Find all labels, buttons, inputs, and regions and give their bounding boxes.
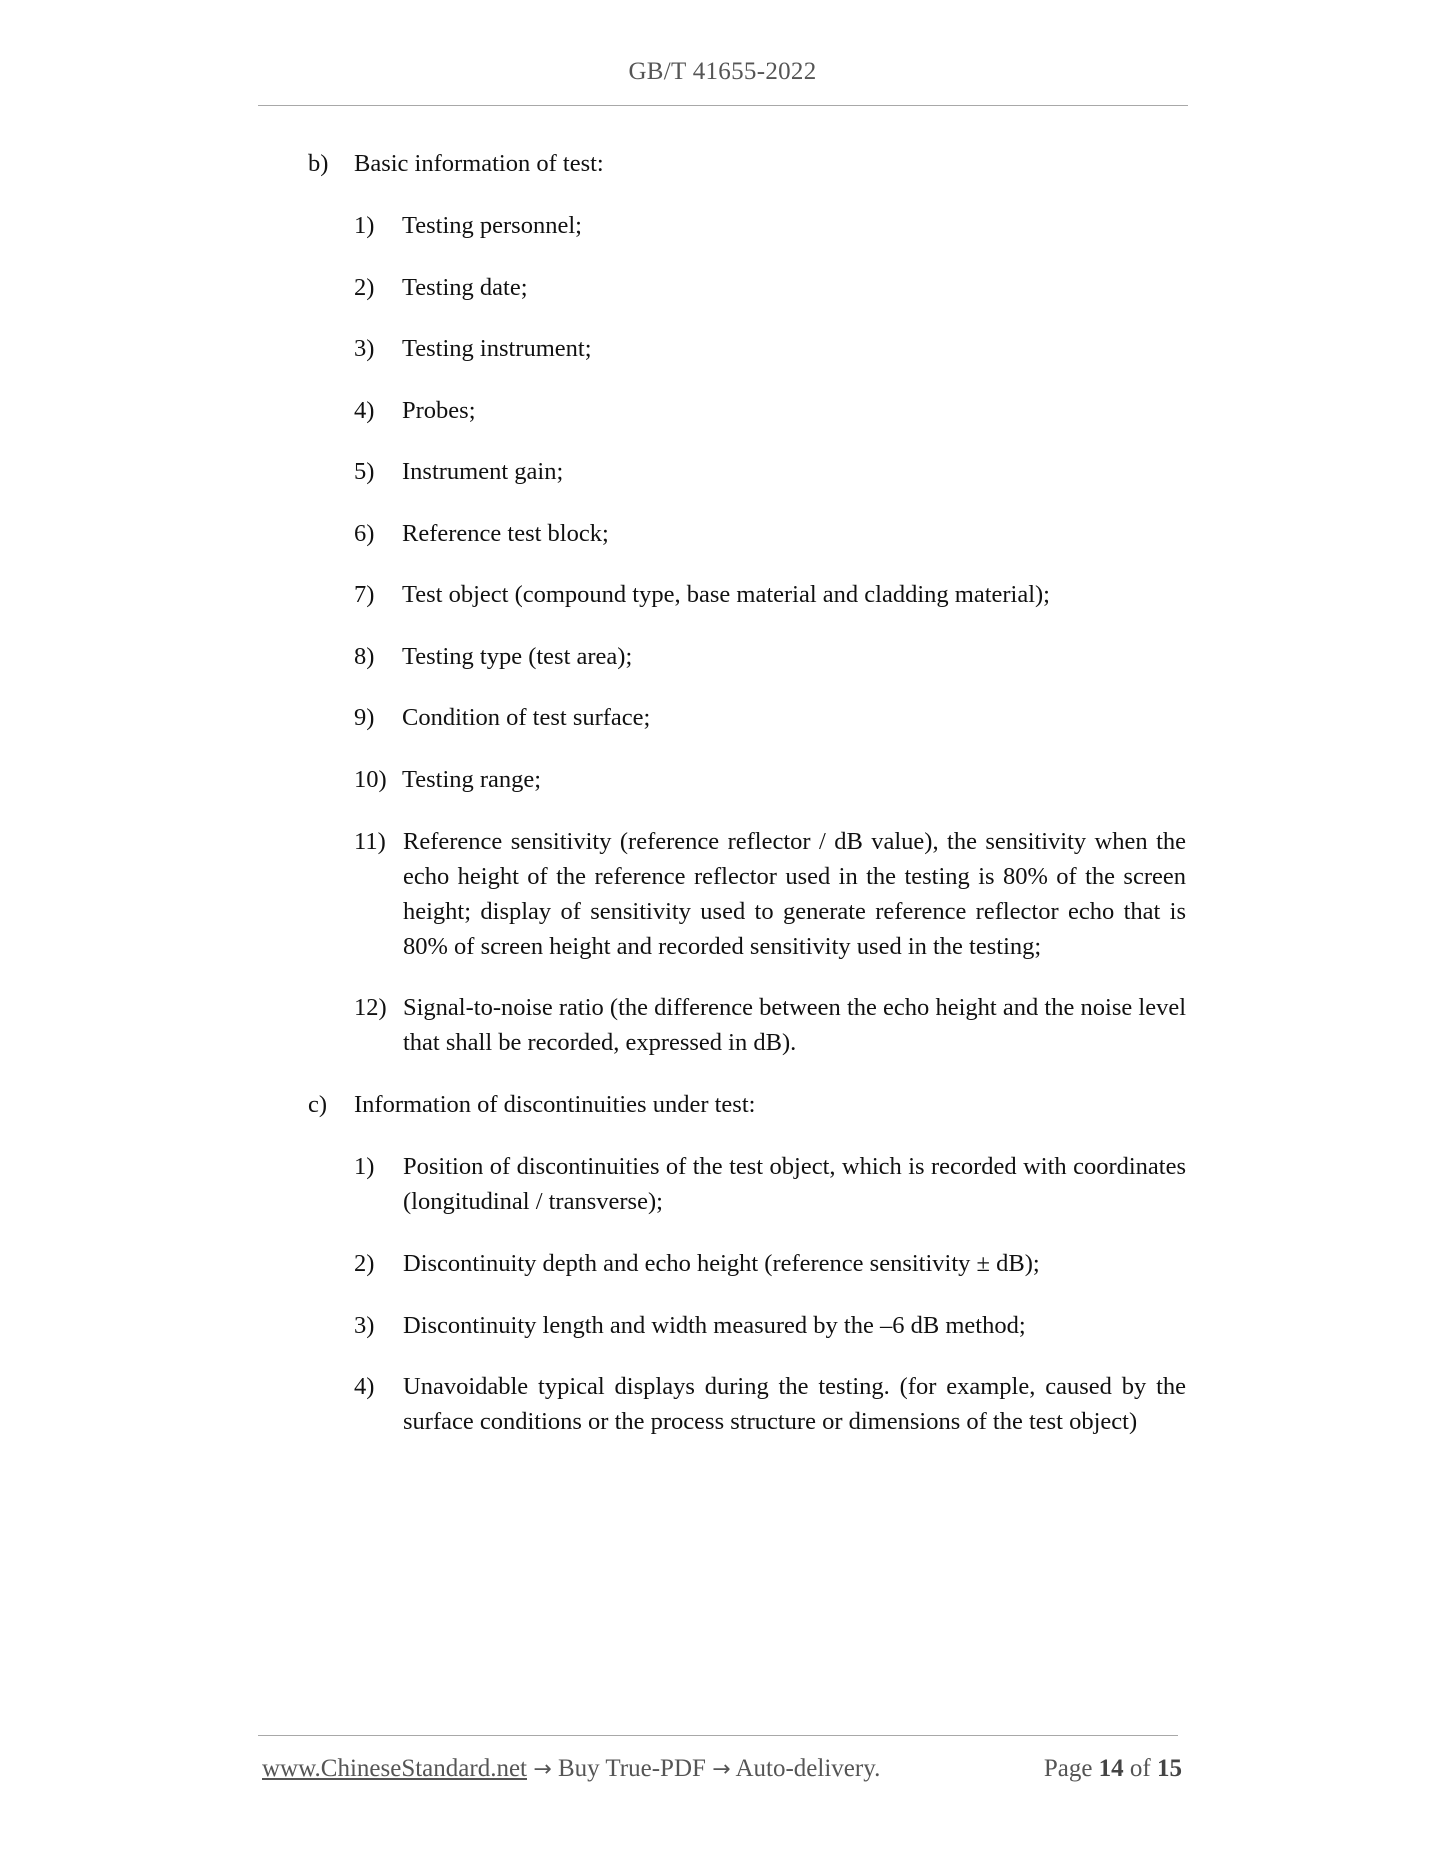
total-pages: 15 [1157,1755,1182,1782]
arrow-right-icon: → [712,1757,731,1782]
of-word: of [1129,1755,1151,1782]
list-item-text: Discontinuity length and width measured by the –6 dB method; [403,1312,1026,1339]
list-item-number: 3) [354,1312,375,1339]
list-item-text: Testing personnel; [402,212,582,239]
list-item-number: 4) [354,397,375,424]
list-item-number: 1) [354,1153,375,1180]
list-item-text: Signal-to-noise ratio (the difference between the echo height and the noise level that shall be recorded, expressed in dB). [403,994,1186,1056]
list-item-number: 10) [354,766,387,793]
page-word: Page [1043,1755,1093,1782]
current-page: 14 [1098,1755,1124,1782]
list-item-text: Unavoidable typical displays during the testing. (for example, caused by the surface conditions or the process structure or dimensions of the test object) [403,1373,1186,1435]
list-item-text: Reference test block; [402,520,609,547]
list-item-number: 11) [354,828,386,855]
list-item-text: Testing range; [402,766,542,793]
list-item-number: 4) [354,1373,375,1400]
auto-delivery-text: Auto-delivery. [735,1755,881,1782]
list-item-text: Testing type (test area); [402,643,633,670]
list-item-number: 9) [354,704,375,731]
list-item-text: Test object (compound type, base material and cladding material); [402,581,1050,608]
list-item-text: Discontinuity depth and echo height (reference sensitivity ± dB); [403,1250,1040,1277]
section-b-label: b) [308,150,329,177]
arrow-right-icon: → [533,1757,552,1782]
footer-divider [258,1735,1178,1736]
document-code-header: GB/T 41655-2022 [628,58,817,85]
list-item-text: Condition of test surface; [402,704,651,731]
list-item-number: 7) [354,581,375,608]
section-b-title: Basic information of test: [354,150,604,177]
list-item-number: 12) [354,994,387,1021]
list-item-number: 8) [354,643,375,670]
list-item-text: Position of discontinuities of the test object, which is recorded with coordinates (longitudinal / transverse); [403,1153,1186,1215]
list-item-number: 1) [354,212,375,239]
page-number [1022,1755,1182,1783]
list-item-text: Testing date; [402,274,528,301]
section-c-title: Information of discontinuities under test: [354,1091,756,1118]
list-item-text: Testing instrument; [402,335,592,362]
list-item-number: 2) [354,274,375,301]
list-item-text: Instrument gain; [402,458,564,485]
list-item-number: 2) [354,1250,375,1277]
list-item-number: 3) [354,335,375,362]
footer-promo [262,1755,880,1783]
list-item-text: Probes; [402,397,476,424]
list-item-number: 5) [354,458,375,485]
list-item-number: 6) [354,520,375,547]
list-item-text: Reference sensitivity (reference reflector / dB value), the sensitivity when the echo height of the reference reflector used in the testing is 80% of the screen height; display of sensitivity used to generate reference reflector echo that is 80% of screen height and recorded sensitivity used in the testing; [403,828,1186,960]
buy-pdf-text: Buy True-PDF [557,1755,706,1782]
section-c-label: c) [308,1091,328,1118]
site-link[interactable]: www.ChineseStandard.net [262,1755,527,1782]
